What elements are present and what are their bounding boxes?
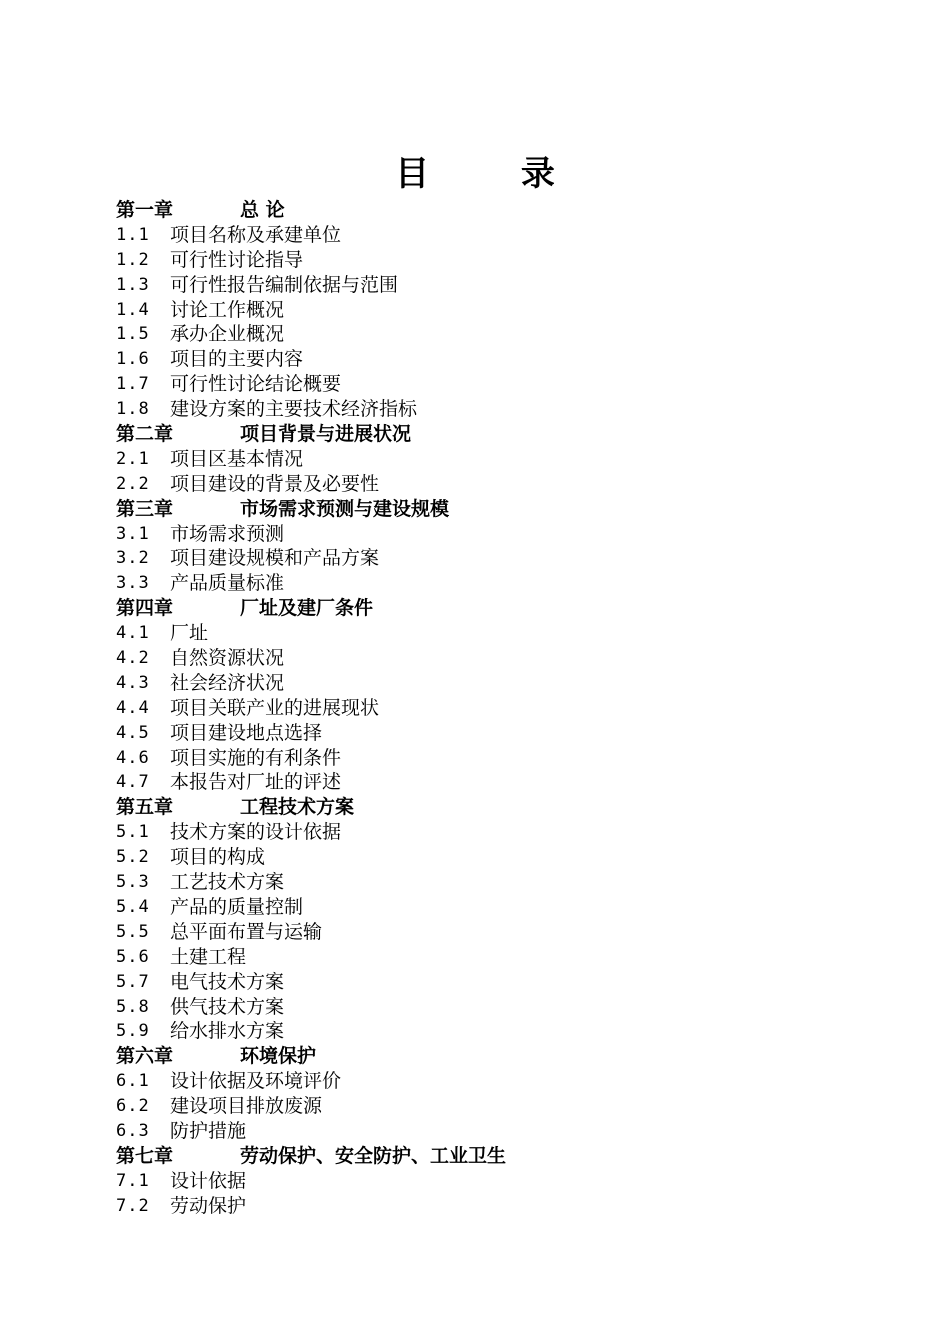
toc-section-entry	[116, 870, 876, 895]
section-title: 设计依据及环境评价	[170, 1070, 342, 1093]
section-title: 工艺技术方案	[170, 871, 285, 894]
toc-section-entry	[116, 920, 876, 945]
toc-section-entry	[116, 895, 876, 920]
chapter-number: 第七章	[116, 1144, 174, 1167]
section-number: 5.6	[116, 946, 150, 967]
toc-section-entry	[116, 1094, 876, 1119]
section-title: 建设方案的主要技术经济指标	[170, 398, 418, 421]
section-title: 劳动保护	[170, 1194, 247, 1217]
section-number: 4.2	[116, 648, 150, 669]
section-number: 5.3	[116, 872, 150, 893]
toc-section-entry	[116, 397, 876, 422]
section-number: 4.3	[116, 672, 150, 693]
section-title: 项目实施的有利条件	[170, 746, 342, 769]
toc-section-entry	[116, 298, 876, 323]
toc-section-entry	[116, 447, 876, 472]
section-number: 1.3	[116, 274, 150, 295]
toc-section-entry	[116, 770, 876, 795]
section-title: 项目名称及承建单位	[170, 223, 342, 246]
section-title: 项目建设地点选择	[170, 721, 323, 744]
chapter-title: 劳动保护、安全防护、工业卫生	[240, 1144, 507, 1167]
toc-section-entry	[116, 273, 876, 298]
toc-chapter-entry	[116, 1044, 876, 1069]
toc-chapter-entry	[116, 198, 876, 223]
section-number: 1.1	[116, 224, 150, 245]
section-number: 3.2	[116, 548, 150, 569]
section-title: 厂址	[170, 622, 209, 645]
chapter-title: 工程技术方案	[240, 796, 355, 819]
toc-section-entry	[116, 995, 876, 1020]
section-title: 本报告对厂址的评述	[170, 771, 342, 794]
table-of-contents	[116, 198, 876, 1219]
chapter-number: 第五章	[116, 796, 174, 819]
toc-section-entry	[116, 1019, 876, 1044]
chapter-number: 第三章	[116, 497, 174, 520]
toc-section-entry	[116, 746, 876, 771]
section-number: 5.9	[116, 1021, 150, 1042]
toc-section-entry	[116, 322, 876, 347]
section-title: 防护措施	[170, 1119, 247, 1142]
section-title: 项目区基本情况	[170, 447, 304, 470]
section-title: 设计依据	[170, 1169, 247, 1192]
section-number: 4.1	[116, 623, 150, 644]
section-title: 可行性讨论结论概要	[170, 373, 342, 396]
section-title: 承办企业概况	[170, 323, 285, 346]
section-number: 4.5	[116, 722, 150, 743]
toc-section-entry	[116, 1069, 876, 1094]
toc-section-entry	[116, 646, 876, 671]
section-number: 2.1	[116, 448, 150, 469]
chapter-title: 环境保护	[240, 1045, 317, 1068]
chapter-title: 总 论	[240, 199, 285, 221]
section-number: 5.5	[116, 921, 150, 942]
toc-section-entry	[116, 721, 876, 746]
toc-section-entry	[116, 522, 876, 547]
section-title: 自然资源状况	[170, 647, 285, 670]
chapter-number: 第一章	[116, 199, 174, 221]
toc-chapter-entry	[116, 497, 876, 522]
toc-section-entry	[116, 223, 876, 248]
section-number: 1.5	[116, 324, 150, 345]
chapter-number: 第六章	[116, 1045, 174, 1068]
section-number: 1.8	[116, 399, 150, 420]
section-number: 7.2	[116, 1195, 150, 1216]
section-title: 项目的主要内容	[170, 348, 304, 371]
section-title: 土建工程	[170, 945, 247, 968]
section-number: 2.2	[116, 473, 150, 494]
toc-section-entry	[116, 671, 876, 696]
toc-section-entry	[116, 621, 876, 646]
section-number: 4.6	[116, 747, 150, 768]
toc-section-entry	[116, 820, 876, 845]
chapter-title: 项目背景与进展状况	[240, 423, 412, 446]
toc-section-entry	[116, 347, 876, 372]
chapter-number: 第四章	[116, 597, 174, 620]
toc-chapter-entry	[116, 596, 876, 621]
section-title: 产品质量标准	[170, 572, 285, 595]
section-title: 社会经济状况	[170, 671, 285, 694]
section-number: 6.1	[116, 1071, 150, 1092]
section-number: 5.1	[116, 822, 150, 843]
section-number: 7.1	[116, 1170, 150, 1191]
toc-section-entry	[116, 571, 876, 596]
section-number: 1.7	[116, 374, 150, 395]
section-title: 总平面布置与运输	[170, 920, 323, 943]
section-title: 给水排水方案	[170, 1020, 285, 1043]
toc-section-entry	[116, 1169, 876, 1194]
section-number: 3.1	[116, 523, 150, 544]
section-title: 产品的质量控制	[170, 895, 304, 918]
section-title: 项目的构成	[170, 846, 266, 869]
toc-section-entry	[116, 845, 876, 870]
section-number: 3.3	[116, 573, 150, 594]
section-title: 供气技术方案	[170, 995, 285, 1018]
section-number: 1.4	[116, 299, 150, 320]
section-number: 5.8	[116, 996, 150, 1017]
section-title: 项目建设的背景及必要性	[170, 472, 380, 495]
toc-section-entry	[116, 1194, 876, 1219]
toc-section-entry	[116, 970, 876, 995]
toc-section-entry	[116, 546, 876, 571]
section-number: 4.4	[116, 697, 150, 718]
section-number: 5.7	[116, 971, 150, 992]
section-title: 建设项目排放废源	[170, 1095, 323, 1118]
toc-section-entry	[116, 945, 876, 970]
toc-title: 目 录	[395, 154, 595, 194]
section-number: 1.2	[116, 249, 150, 270]
section-number: 6.2	[116, 1096, 150, 1117]
chapter-number: 第二章	[116, 423, 174, 446]
chapter-title: 市场需求预测与建设规模	[240, 497, 450, 520]
toc-section-entry	[116, 372, 876, 397]
section-number: 5.2	[116, 847, 150, 868]
section-title: 项目关联产业的进展现状	[170, 696, 380, 719]
toc-section-entry	[116, 1119, 876, 1144]
section-number: 1.6	[116, 349, 150, 370]
section-title: 项目建设规模和产品方案	[170, 547, 380, 570]
section-title: 讨论工作概况	[170, 298, 285, 321]
section-title: 技术方案的设计依据	[170, 821, 342, 844]
section-title: 可行性报告编制依据与范围	[170, 273, 399, 296]
toc-section-entry	[116, 696, 876, 721]
section-title: 电气技术方案	[170, 970, 285, 993]
section-number: 4.7	[116, 772, 150, 793]
toc-section-entry	[116, 248, 876, 273]
toc-chapter-entry	[116, 795, 876, 820]
toc-chapter-entry	[116, 1144, 876, 1169]
section-title: 可行性讨论指导	[170, 248, 304, 271]
toc-chapter-entry	[116, 422, 876, 447]
section-title: 市场需求预测	[170, 522, 285, 545]
section-number: 6.3	[116, 1120, 150, 1141]
toc-section-entry	[116, 472, 876, 497]
section-number: 5.4	[116, 896, 150, 917]
chapter-title: 厂址及建厂条件	[240, 597, 374, 620]
